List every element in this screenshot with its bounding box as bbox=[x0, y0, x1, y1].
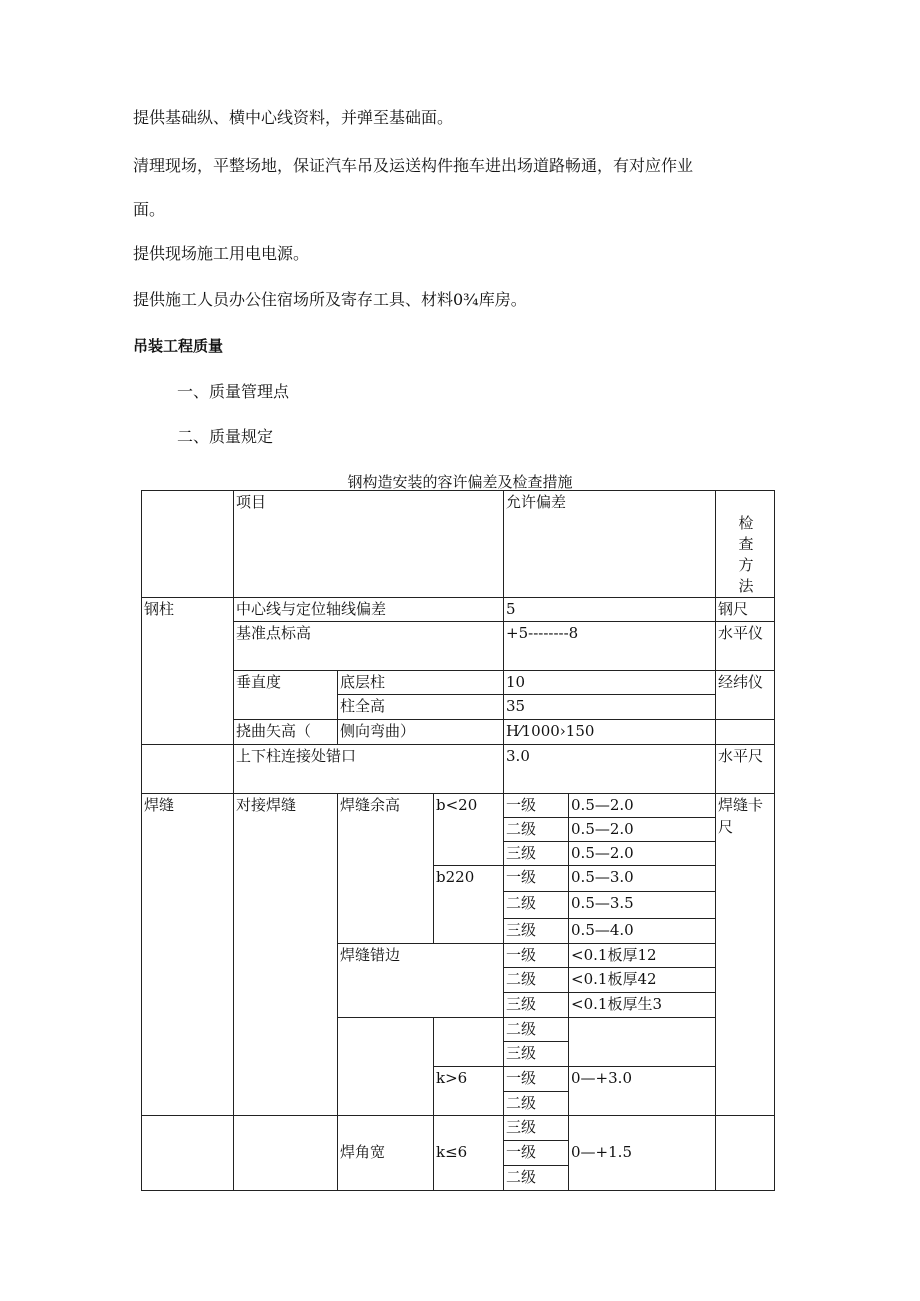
blank-cell bbox=[234, 1116, 338, 1191]
bottom-col-label: 底层柱 bbox=[338, 671, 504, 695]
range-cell: 0.5—2.0 bbox=[569, 842, 716, 866]
header-method-char: 法 bbox=[738, 577, 754, 595]
grade-cell: 一级 bbox=[504, 866, 569, 892]
range-cell: <0.1板厚12 bbox=[569, 944, 716, 968]
grade-cell: 三级 bbox=[504, 919, 569, 944]
bend-method bbox=[716, 720, 775, 745]
grade-cell: 二级 bbox=[504, 892, 569, 919]
header-tolerance: 允许偏差 bbox=[504, 491, 716, 598]
paragraph-1: 提供基础纵、横中心线资料，并弹至基础面。 bbox=[133, 108, 454, 127]
table-row bbox=[142, 671, 775, 695]
grade-cell: 二级 bbox=[504, 1092, 569, 1116]
misalign-label: 焊缝错边 bbox=[338, 944, 504, 1018]
table-row bbox=[142, 598, 775, 622]
table-row bbox=[142, 1116, 775, 1141]
range-cell: 0.5—4.0 bbox=[569, 919, 716, 944]
header-blank bbox=[142, 491, 234, 598]
range-cell: 0.5—3.0 bbox=[569, 866, 716, 892]
weld-label: 焊缝 bbox=[142, 794, 234, 1116]
bottom-col-tolerance: 10 bbox=[504, 671, 716, 695]
grade-cell: 二级 bbox=[504, 968, 569, 993]
header-method bbox=[716, 491, 775, 598]
grade-cell: 三级 bbox=[504, 842, 569, 866]
table-row bbox=[142, 745, 775, 794]
table-row bbox=[142, 794, 775, 818]
table-row bbox=[142, 622, 775, 671]
header-method-char: 方 bbox=[738, 556, 754, 574]
header-item: 项目 bbox=[234, 491, 504, 598]
blank-cell bbox=[338, 1018, 434, 1116]
header-method-char: 查 bbox=[738, 535, 754, 553]
paragraph-3: 提供现场施工用电电源。 bbox=[133, 244, 310, 263]
blank-cell bbox=[142, 1116, 234, 1191]
joint-blank bbox=[142, 745, 234, 794]
blank-cell bbox=[716, 1116, 775, 1191]
full-height-label: 柱全高 bbox=[338, 695, 504, 720]
range-cell: <0.1板厚42 bbox=[569, 968, 716, 993]
table-header-row bbox=[142, 491, 775, 598]
grade-cell: 三级 bbox=[504, 1042, 569, 1067]
grade-cell: 三级 bbox=[504, 1116, 569, 1141]
butt-weld-label: 对接焊缝 bbox=[234, 794, 338, 1116]
range-cell: 0.5—3.5 bbox=[569, 892, 716, 919]
bend-tolerance: H⁄1000›150 bbox=[504, 720, 716, 745]
k-large-tolerance: 0—+3.0 bbox=[569, 1067, 716, 1116]
grade-cell: 二级 bbox=[504, 1018, 569, 1042]
table-caption: 钢构造安装的容许偏差及检查措施 bbox=[347, 473, 573, 491]
centerline-label: 中心线与定位轴线偏差 bbox=[234, 598, 504, 622]
tolerance-table bbox=[141, 490, 775, 1191]
section-item-2: 二、质量规定 bbox=[177, 427, 274, 446]
k-small-tolerance: 0—+1.5 bbox=[569, 1116, 716, 1191]
grade-cell: 一级 bbox=[504, 1067, 569, 1092]
range-cell: 0.5—2.0 bbox=[569, 818, 716, 842]
vertical-label: 垂直度 bbox=[234, 671, 338, 720]
grade-cell: 一级 bbox=[504, 1141, 569, 1166]
blank-cell bbox=[569, 1018, 716, 1067]
grade-cell: 三级 bbox=[504, 993, 569, 1018]
bend-label: 挠曲矢高（ bbox=[234, 720, 338, 745]
blank-cell bbox=[434, 1018, 504, 1067]
grade-cell: 一级 bbox=[504, 944, 569, 968]
column-label: 钢柱 bbox=[142, 598, 234, 745]
range-cell: 0.5—2.0 bbox=[569, 794, 716, 818]
paragraph-2-cont: 面。 bbox=[133, 200, 166, 219]
header-method-char: 检 bbox=[738, 514, 754, 532]
section-item-1: 一、质量管理点 bbox=[177, 382, 290, 401]
centerline-tolerance: 5 bbox=[504, 598, 716, 622]
b-small-label: b<20 bbox=[434, 794, 504, 866]
range-cell: <0.1板厚生3 bbox=[569, 993, 716, 1018]
datum-label: 基准点标高 bbox=[234, 622, 504, 671]
fillet-label: 焊角宽 bbox=[338, 1116, 434, 1191]
joint-tolerance: 3.0 bbox=[504, 745, 716, 794]
datum-method: 水平仪 bbox=[716, 622, 775, 671]
grade-cell: 二级 bbox=[504, 818, 569, 842]
vertical-method: 经纬仪 bbox=[716, 671, 775, 720]
k-small-label: k≤6 bbox=[434, 1116, 504, 1191]
b-large-label: b220 bbox=[434, 866, 504, 944]
k-large-label: k>6 bbox=[434, 1067, 504, 1116]
full-height-tolerance: 35 bbox=[504, 695, 716, 720]
section-heading: 吊装工程质量 bbox=[133, 337, 224, 355]
bend-side-label: 侧向弯曲） bbox=[338, 720, 504, 745]
weld-method: 焊缝卡尺 bbox=[716, 794, 775, 1116]
joint-method: 水平尺 bbox=[716, 745, 775, 794]
table-row bbox=[142, 720, 775, 745]
grade-cell: 二级 bbox=[504, 1166, 569, 1191]
centerline-method: 钢尺 bbox=[716, 598, 775, 622]
paragraph-2: 清理现场，平整场地，保证汽车吊及运送构件拖车进出场道路畅通，有对应作业 bbox=[133, 156, 694, 175]
reinforcement-label: 焊缝余高 bbox=[338, 794, 434, 944]
paragraph-4: 提供施工人员办公住宿场所及寄存工具、材料0¾库房。 bbox=[133, 290, 527, 309]
joint-label: 上下柱连接处错口 bbox=[234, 745, 504, 794]
datum-tolerance: +5--------8 bbox=[504, 622, 716, 671]
grade-cell: 一级 bbox=[504, 794, 569, 818]
